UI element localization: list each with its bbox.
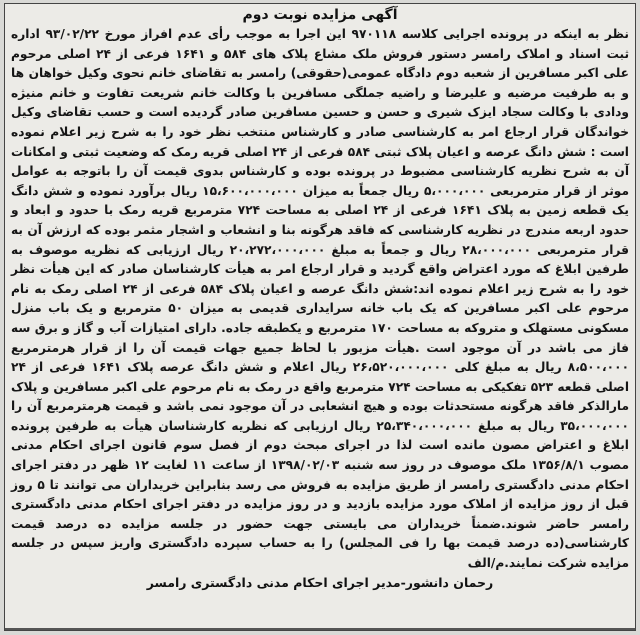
notice-title: آگهی مزایده نوبت دوم: [242, 7, 398, 23]
notice-body: [5, 25, 635, 574]
notice-signature: رحمان دانشور-مدیر اجرای احکام مدنی دادگستری رامسر: [146, 574, 494, 590]
newspaper-clipping: [4, 3, 636, 631]
bottom-rule: [5, 628, 635, 630]
notice-paragraph: نظر به اینکه در پرونده اجرایی کلاسه ۹۷۰۱۱۸ این اجرا به موجب رأی عدم افراز مورخ ۹۳/۰۲/۲۲ اداره ثبت اسناد و املاک رامسر دستور فروش ملک مشاع پلاک های ۵۸۴ و ۱۶۴۱ فرعی از ۲۴ اصلی مرحوم علی اکبر مسافرین از شعبه دوم دادگاه عمومی(حقوقی) رامسر به تقاضای خانم نحوی وکیل خواهان ها و به طرفیت مرضیه و علیرضا و راضیه جملگی مسافرین با وکالت خانم شریعت تفاوت و خانم منیژه ودادی با وکالت سجاد ایزک شیری و حسن و حسین مسافرین صادر گردیده است و حسب تقاضای وکیل خواندگان قرار ارجاع امر به کارشناسی صادر و کارشناس منتخب نظر خود را به شرح زیر اعلام نموده است : شش دانگ عرصه و اعیان پلاک ثبتی ۵۸۴ فرعی از ۲۴ اصلی قریه رمک که وضعیت ثبتی و امکانات آن به شرح نظریه کارشناسی مضبوط در پرونده بوده و کارشناس بدوی قیمت آن را باتوجه به عوامل موثر از قرار مترمربعی ۵،۰۰۰،۰۰۰ ریال جمعاً به میزان ۱۵،۶۰۰،۰۰۰،۰۰۰ ریال برآورد نموده و شش دانگ یک قطعه زمین به پلاک ۱۶۴۱ فرعی از ۲۴ اصلی به مساحت ۷۲۴ مترمربع قریه رمک با حدود و ابعاد و حدود اربعه مندرج در نظریه کارشناسی که فاقد هرگونه بنا و انشعاب و اشجار مثمر بوده که ارزش آن به قرار مترمربعی ۲۸،۰۰۰،۰۰۰ ریال و جمعاً به مبلغ ۲۰،۲۷۲،۰۰۰،۰۰۰ ریال ارزیابی که نظریه موصوف به طرفین ابلاغ که مورد اعتراض واقع گردید و قرار ارجاع امر به هیأت کارشناسان صادر که این هیأت نظر خود را به شرح زیر اعلام نموده اند:شش دانگ عرصه و اعیان پلاک ۵۸۴ فرعی از ۲۴ اصلی رمک به نام مرحوم علی اکبر مسافرین که یک باب خانه سرایداری قدیمی به میزان ۵۰ مترمربع و یک باب منزل مسکونی مستهلک و متروکه به مساحت ۱۷۰ مترمربع و یکطبقه جاده. دارای امتیازات آب و گاز و برق سه فاز می باشد در آن موجود است .هیأت مزبور با لحاظ جمیع جهات قیمت آن را از قرار هرمترمربع ۸،۵۰۰،۰۰۰ ریال به مبلغ کلی ۲۶،۵۲۰،۰۰۰،۰۰۰ ریال اعلام و شش دانگ عرصه پلاک ۱۶۴۱ فرعی از ۲۴ اصلی قطعه ۵۲۳ تفکیکی به مساحت ۷۲۴ مترمربع واقع در رمک به نام مرحوم علی اکبر مسافرین و پلاک مارالذکر فاقد هرگونه مستحدثات بوده و هیچ انشعابی در آن موجود نمی باشد و قیمت هرمترمربع آن را ۳۵،۰۰۰،۰۰۰ ریال به مبلغ ۲۵،۳۴۰،۰۰۰،۰۰۰ ریال ارزیابی که نظریه کارشناسان هیأت به طرفین پرونده ابلاغ و اعتراض مصون مانده است لذا در اجرای مبحث دوم از فصل سوم قانون اجرای احکام مدنی مصوب ۱۳۵۶/۸/۱ ملک موصوف در روز سه شنبه ۱۳۹۸/۰۲/۰۳ از ساعت ۱۱ لغایت ۱۲ ظهر در دفتر اجرای احکام مدنی دادگستری رامسر از طریق مزایده به فروش می رسد بنابراین خریداران می توانند تا ۵ روز قبل از روز مزایده از املاک مورد مزایده بازدید و در روز مزایده در دفتر اجرای احکام مدنی دادگستری رامسر حاضر شوند.ضمناً خریداران می بایستی جهت حضور در جلسه مزایده ده درصد قیمت کارشناسی(ده درصد قیمت بها را فی المجلس) را به حساب سپرده دادگستری واریز سپس در جلسه مزایده شرکت نمایند.م/الف: [11, 27, 630, 571]
